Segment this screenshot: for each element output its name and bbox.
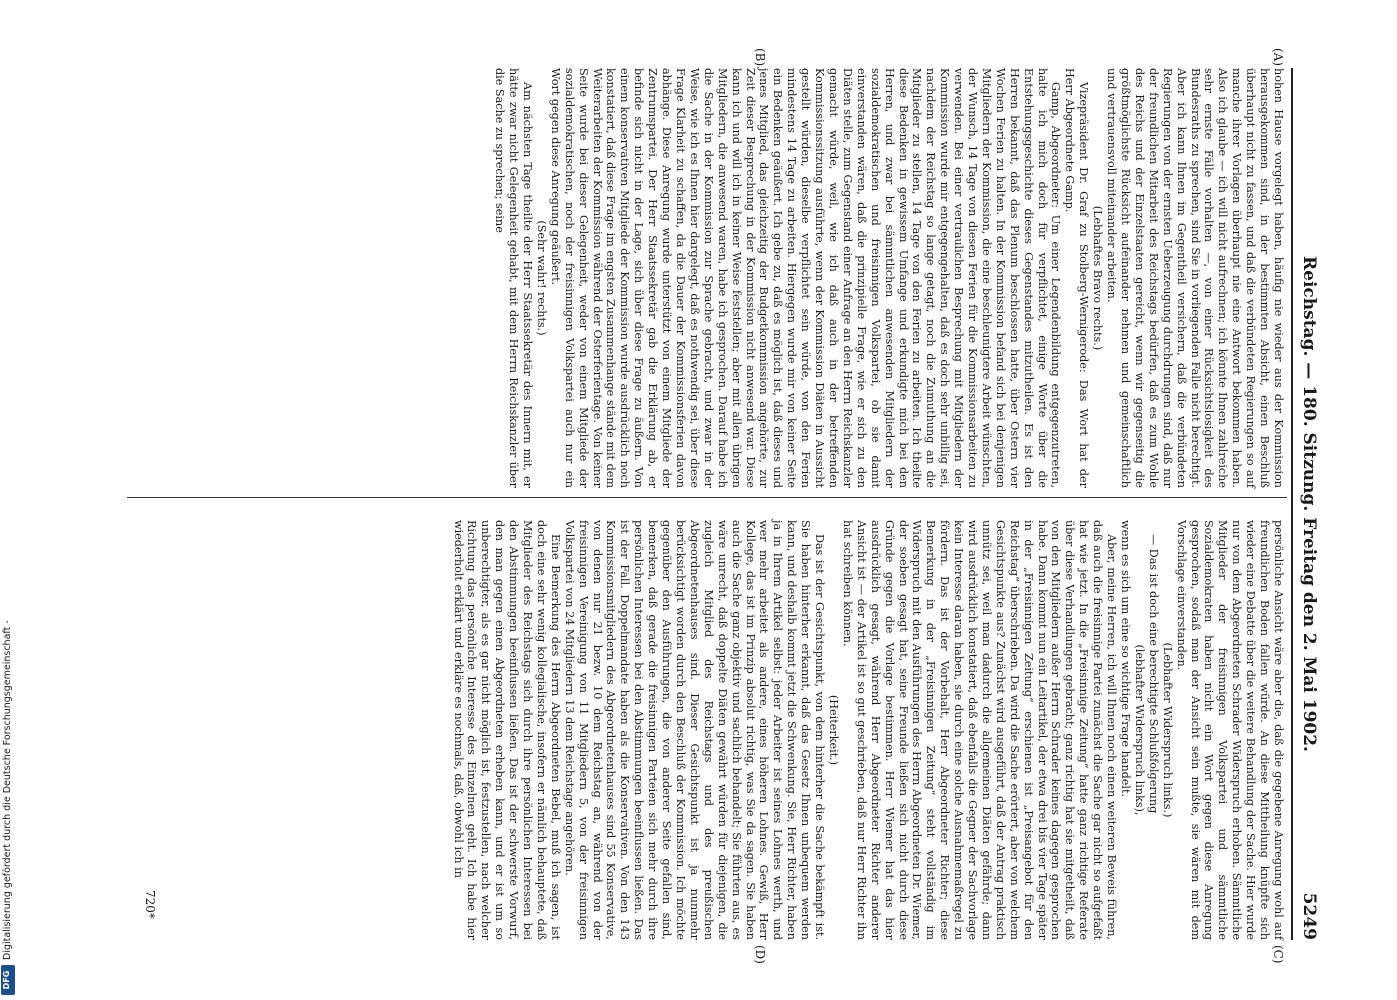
left-column <box>492 68 1285 488</box>
page-header <box>1289 68 1319 940</box>
dfg-logo-icon <box>1 965 15 995</box>
column-divider <box>127 497 1287 498</box>
paragraph: Vizepräsident Dr. Graf zu Stolberg-Wernigerode: Das Wort hat der Herr Abgeordnete Gamp. <box>1063 68 1091 488</box>
paragraph: Gamp, Abgeordneter: Um einer Legendenbildung entgegenzutreten, halte ich mich doch für verpflichtet, einige Worte über die Entstehungsgeschichte dieses Gegenstandes mitzutheilen. Es ist den Herren bekannt, daß das Plenum beschlossen hatte, über Ostern vier Wochen Ferien zu halten. In der Kommission befand sich bei denjenigen Mitgliedern der Kommission, die eine beschleunigtere Arbeit wünschten, der Wunsch, 14 Tage von diesen Ferien für die Kommissionsarbeiten zu verwenden. Bei einer vertraulichen Besprechung mit Mitgliedern der Kommission wurde mir entgegengehalten, daß es doch sehr unbillig sei, nachdem der Reichstag so lange getagt, noch die Zumuthung an die Mitglieder zu stellen, 14 Tage von den Ferien zu arbeiten. Ich theilte diese Bedenken in gewissem Umfange und erkundigte mich bei den Herren, und zwar bei sämmtlichen anwesenden Mitgliedern der sozialdemokratischen und freisinnigen Volkspartei, ob sie damit einverstanden wären, daß die prinzipielle Frage, wie er sich zu den Diäten stelle, zum Gegenstand einer Anfrage an den Herrn Reichskanzler gemacht würde, weil, wie ich daß auch in der betreffenden Kommissionssitzung ausführte, wenn der Kommission Diäten in Aussicht gestellt würden, dieselbe verpflichtet sein würde, von den Ferien mindestens 14 Tage zu arbeiten. Hiergegen wurde mir von keiner Seite ein Bedenken geäußert. Ich gebe zu, daß es möglich ist, daß dieses und jenes Mitglied, das gleichzeitig der Budgetkommission angehörte, zur Zeit dieser Besprechung in der Kommission nicht anwesend war. Diese kann ich und will ich in keiner Weise feststellen; aber mit allen übrigen Mitgliedern, die anwesend waren, habe ich gesprochen. Darauf habe ich die Sache in der Kommission zur Sprache gebracht, und zwar in der Weise, wie ich es Ihnen hier dargelegt, daß es nothwendig sei, über diese Frage Klarheit zu schaffen, da die Dauer der Kommissionsferien davon abhänge. Diese Anregung wurde unterstützt von einem Mitgliede der Zentrumspartei. Der Herr Staatssekretär gab die Erklärung ab, er befinde sich nicht in der Lage, sich über diese Frage zu äußern. Von einem konservativen Mitgliede der Kommission wurde ausdrücklich noch konstatiert, daß diese Frage im engsten Zusammenhange stände mit dem Weiterarbeiten der Kommission während der Osterferientage. Von keiner Seite wurde bei dieser Gelegenheit, weder von einem Mitgliede der sozialdemokratischen, noch der freisinnigen Volkspartei auch nur ein Wort gegen diese Anregung geäußert. <box>548 68 1063 488</box>
interjection: (Heiterkeit.) <box>827 694 840 766</box>
paragraph: persönliche Ansicht wäre aber die, daß die gegebene Anregung wohl auf freundlichen Boden fallen würde. An diese Mittheilung knüpfte sich wieder eine Debatte über die weitere Behandlung der Sache. Hier wurde nur von dem Abgeordneten Schrader Widerspruch erhoben. Sämmtliche Mitglieder der freisinnigen Volkspartei und sämmtliche Sozialdemokraten haben nicht ein Wort gegen diese Anregung gesprochen, sodaß man der Ansicht sein mußte, sie wären mit dem Vorschlage einverstanden. <box>1174 520 1285 940</box>
page-signature: 720* <box>143 890 157 919</box>
paragraph: hohen Hause vorgelegt haben, häufig nie wieder aus der Kommission herausgekommen sind, in der bestimmten Absicht, einen Beschluß überhaupt nicht zu fassen, und daß die verbündeten Regierungen so auf manche ihrer Vorlagen überhaupt nie eine Antwort bekommen haben. Also ich glaube — ich will nicht aufrechnen; ich könnte Ihnen zahlreiche sehr ernste Fälle vorhalten —, von einer Rücksichtslosigkeit des Bundesraths zu sprechen, sind Sie in vorliegenden Falle nicht berechtigt. Aber ich kann Ihnen im Gegentheil versichern, daß die verbündeten Regierungen von der ernsten Ueberzeugung durchdrungen sind, daß nur der freundlichen Mitarbeit des Reichstags bedürfen, daß es zum Wohle des Reichs und der Einzelstaaten gereicht, wenn wir gegenseitig die größtmöglichste Rücksicht aufeinander nehmen und gemeinschaftlich und vertrauensvoll miteinander arbeiten. <box>1105 68 1285 488</box>
digitization-footer <box>0 0 16 1000</box>
interjection: (Sehr wahr! rechts.) <box>534 220 548 336</box>
paragraph: Eine Bemerkung des Herrn Abgeordneten Bebel, muß ich sagen, ist doch eine sehr wenig kollegialische, insofern er nämlich behauptete, daß Mitglieder des Reichstags sich durch ihre persönlichen Interessen bei den Abstimmungen beeinflussen ließen. Das ist der schwerste Vorwurf, den man gegen einen Abgeordneten erheben kann, und er ist um so unberechtigter, als es gar nicht möglich ist, festzustellen, nach welcher Richtung das persönliche Interesse des Einzelnen geht. Ich habe hier wiederholt erklärt und erkläre es nochmals, daß, obwohl ich in <box>451 520 562 940</box>
page-number-top: 5249 <box>1299 892 1319 940</box>
margin-marker-b: (B) <box>753 48 767 67</box>
dfg-logo-text: DFG <box>2 970 11 990</box>
paragraph: wenn es sich um eine so wichtige Frage handelt. <box>1119 520 1133 798</box>
interjection: (Lebhaftes Bravo rechts.) <box>1091 205 1105 351</box>
right-column <box>451 520 1285 940</box>
margin-marker-d: (D) <box>753 945 767 964</box>
header-rule <box>1291 68 1293 940</box>
paragraph: — Das ist doch eine berechtigte Schlußfolgerung <box>1146 534 1160 814</box>
margin-marker-c: (C) <box>1271 945 1285 964</box>
paragraph: Aber, meine Herren, ich will Ihnen noch einen weiteren Beweis führen, daß auch die freisinnige Partei zunächst die Sache gar nicht so aufgefaßt hat wie jetzt. In die „Freisinnige Zeitung“ hatte ganz richtige Referate über diese Verhandlungen gebracht; ganz richtig hat sie mitgetheilt, daß von den Mitgliedern außer Herrn Schrader keines dagegen gesprochen habe. Dann kommt nun ein Leitartikel, der etwa drei bis vier Tage später in der „Freisinnigen Zeitung“ erschienen ist „Preisangebot für den Reichstag“ überschrieben. Da wird die Sache erörtert, aber von welchem Gesichtspunkte aus? Zunächst wird ausgeführt, daß der Antrag praktisch unnütz sei, weil man dadurch die allgemeinen Diäten gefährde; dann wird ausdrücklich konstatiert, daß ebenfalls die Gegner der Sachvorlage kein Interesse daran haben, sie durch eine solche Ausnahmemaßregel zu fördern. Das ist der Vorbehalt, Herr Abgeordneter Richter; diese Bemerkung in der „Freisinnigen Zeitung“ steht vollständig im Widerspruch mit den Ausführungen des Herrn Abgeordneten Dr. Wiemer, der soeben gesagt hat, seine Freunde ließen sich nicht durch diese Gründe gegen die Vorlage bestimmen. Herr Wiemer hat das hier ausdrücklich gesagt, während Herr Abgeordneter Richter anderer Ansicht ist — der Artikel ist so gut geschrieben, daß nur Herr Richter ihn hat schreiben können. <box>840 520 1119 940</box>
margin-marker-a: (A) <box>1271 48 1285 67</box>
footer-text: Digitalisierung gefördert durch die Deutsche Forschungsgemeinschaft - <box>2 620 13 960</box>
interjection: (Lebhafter Widerspruch links.) <box>1160 642 1174 818</box>
paragraph: Am nächsten Tage theilte der Herr Staatssekretär des Innern mit, er hätte zwar nicht Gelegenheit gehabt, mit dem Herrn Reichskanzler über die Sache zu sprechen; seine <box>493 68 535 488</box>
interjection: (lebhafter Widerspruch links), <box>1132 644 1146 816</box>
running-head: Reichstag. — 180. Sitzung. Freitag den 2. Mai 1902. <box>1299 256 1319 752</box>
paragraph: Das ist der Gesichtspunkt, von dem hinterher die Sache bekämpft ist. Sie haben hinterher erkannt, daß das Gesetz Ihnen unbequem werden kann, und deshalb kommt jetzt die Schwenkung. Sie, Herr Richter, haben ja in Ihrem Artikel selbst: jeder Arbeiter ist seines Lohnes werth, und wer mehr arbeitet als andere, eines höheren Lohnes. Gewiß, Herr Kollege, das ist im Prinzip absolut richtig, was Sie da sagen. Sie haben auch die Sache ganz objektiv und sachlich behandelt; Sie führten aus, es wäre unrecht, daß doppelte Diäten gewährt würden für diejenigen, die zugleich Mitglied des Reichstags und des preußischen Abgeordnetenhauses sind. Dieser Gesichtspunkt ist ja nunmehr berücksichtigt worden durch den Beschluß der Kommission. Ich möchte gegenüber den Ausführungen, die von anderer Seite gefallen sind, bemerken, daß gerade die freisinnigen Parteien sich mehr durch ihre persönlichen Interessen bei den Abstimmungen beeinflussen ließen. Das ist der Fall. Doppelmandate haben als die Konservativen. Von den 143 Kommissionsmitgliedern des Abgeordnetenhauses sind 55 Konservative, von denen nur 21 bezw. 10 dem Reichstag an, während von der freisinnigen Vereinigung von 11 Mitgliedern 5, von der freisinnigen Volkspartei von 24 Mitgliedern 13 dem Reichstage angehören. <box>562 520 827 940</box>
